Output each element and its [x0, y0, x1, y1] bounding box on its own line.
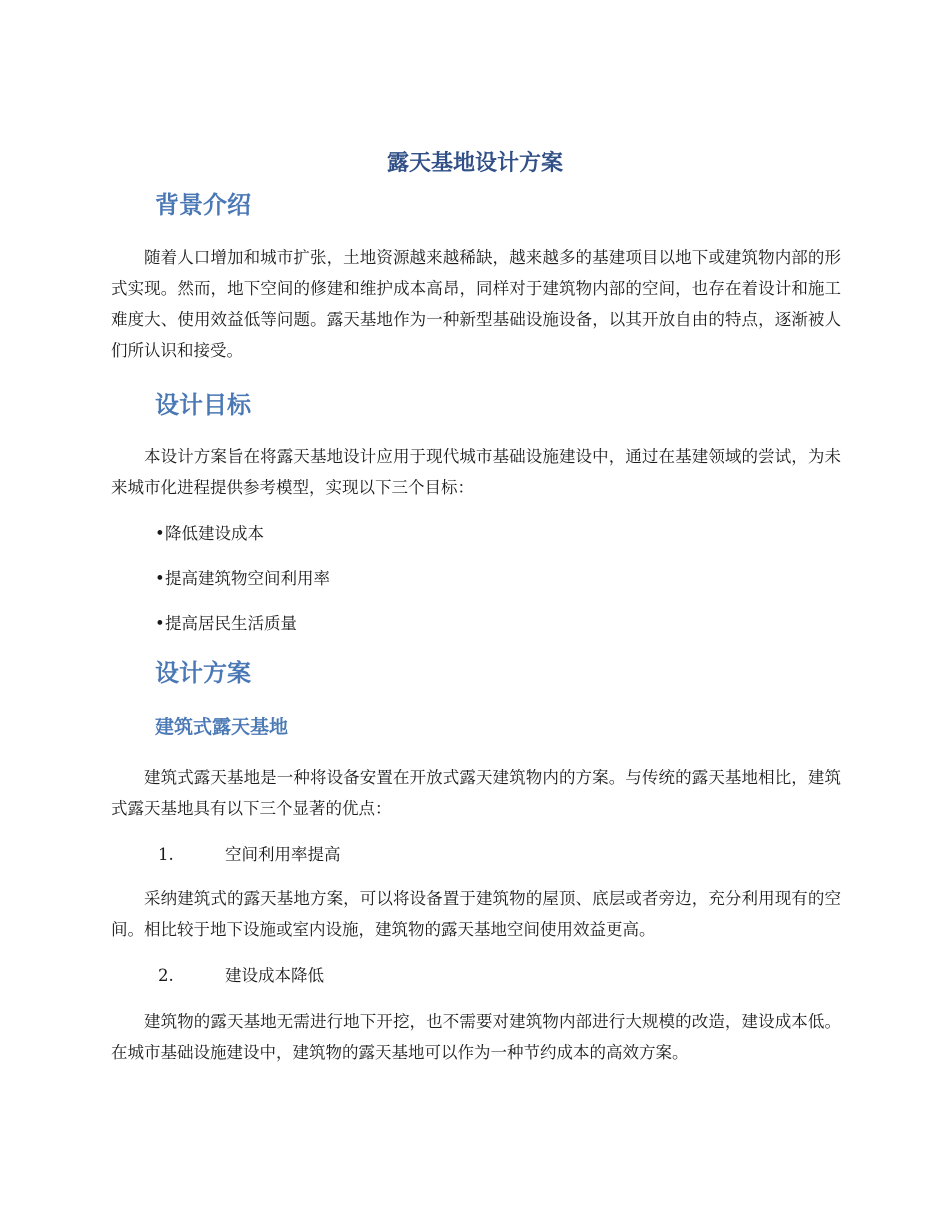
- item-number: 2.: [158, 966, 174, 985]
- subsection-heading: 建筑式露天基地: [155, 716, 289, 738]
- goals-paragraph: 本设计方案旨在将露天基地设计应用于现代城市基础设施建设中，通过在基建领域的尝试，为未来城市化进程提供参考模型，实现以下三个目标：: [111, 447, 841, 497]
- subsection-paragraph: 建筑式露天基地是一种将设备安置在开放式露天建筑物内的方案。与传统的露天基地相比，建筑式露天基地具有以下三个显著的优点：: [111, 768, 841, 818]
- bullet-icon: •: [155, 614, 165, 633]
- document-title: 露天基地设计方案: [386, 151, 563, 176]
- goal-item-label: 提高建筑物空间利用率: [165, 569, 330, 588]
- goal-item-label: 提高居民生活质量: [165, 614, 297, 633]
- goal-bullet-item: [155, 611, 297, 637]
- item-title: 空间利用率提高: [225, 845, 341, 864]
- goal-bullet-item: [155, 566, 330, 592]
- point-paragraph: 建筑物的露天基地无需进行地下开挖，也不需要对建筑物内部进行大规模的改造，建设成本低。在城市基础设施建设中，建筑物的露天基地可以作为一种节约成本的高效方案。: [111, 1012, 841, 1062]
- section-heading-plan: 设计方案: [155, 659, 251, 687]
- item-title: 建设成本降低: [225, 966, 324, 985]
- numbered-item: [158, 963, 324, 989]
- section-heading-goals: 设计目标: [155, 391, 251, 419]
- bullet-icon: •: [155, 569, 165, 588]
- bullet-icon: •: [155, 524, 165, 543]
- item-number: 1.: [158, 845, 174, 864]
- section-heading-background: 背景介绍: [155, 191, 251, 219]
- numbered-item: [158, 842, 341, 868]
- background-paragraph: 随着人口增加和城市扩张，土地资源越来越稀缺，越来越多的基建项目以地下或建筑物内部的形式实现。然而，地下空间的修建和维护成本高昂，同样对于建筑物内部的空间，也存在着设计和施工难度大、使用效益低等问题。露天基地作为一种新型基础设施设备，以其开放自由的特点，逐渐被人们所认识和接受。: [111, 248, 841, 360]
- goal-item-label: 降低建设成本: [165, 524, 264, 543]
- point-paragraph: 采纳建筑式的露天基地方案，可以将设备置于建筑物的屋顶、底层或者旁边，充分利用现有的空间。相比较于地下设施或室内设施，建筑物的露天基地空间使用效益更高。: [111, 889, 841, 939]
- goal-bullet-item: [155, 521, 264, 547]
